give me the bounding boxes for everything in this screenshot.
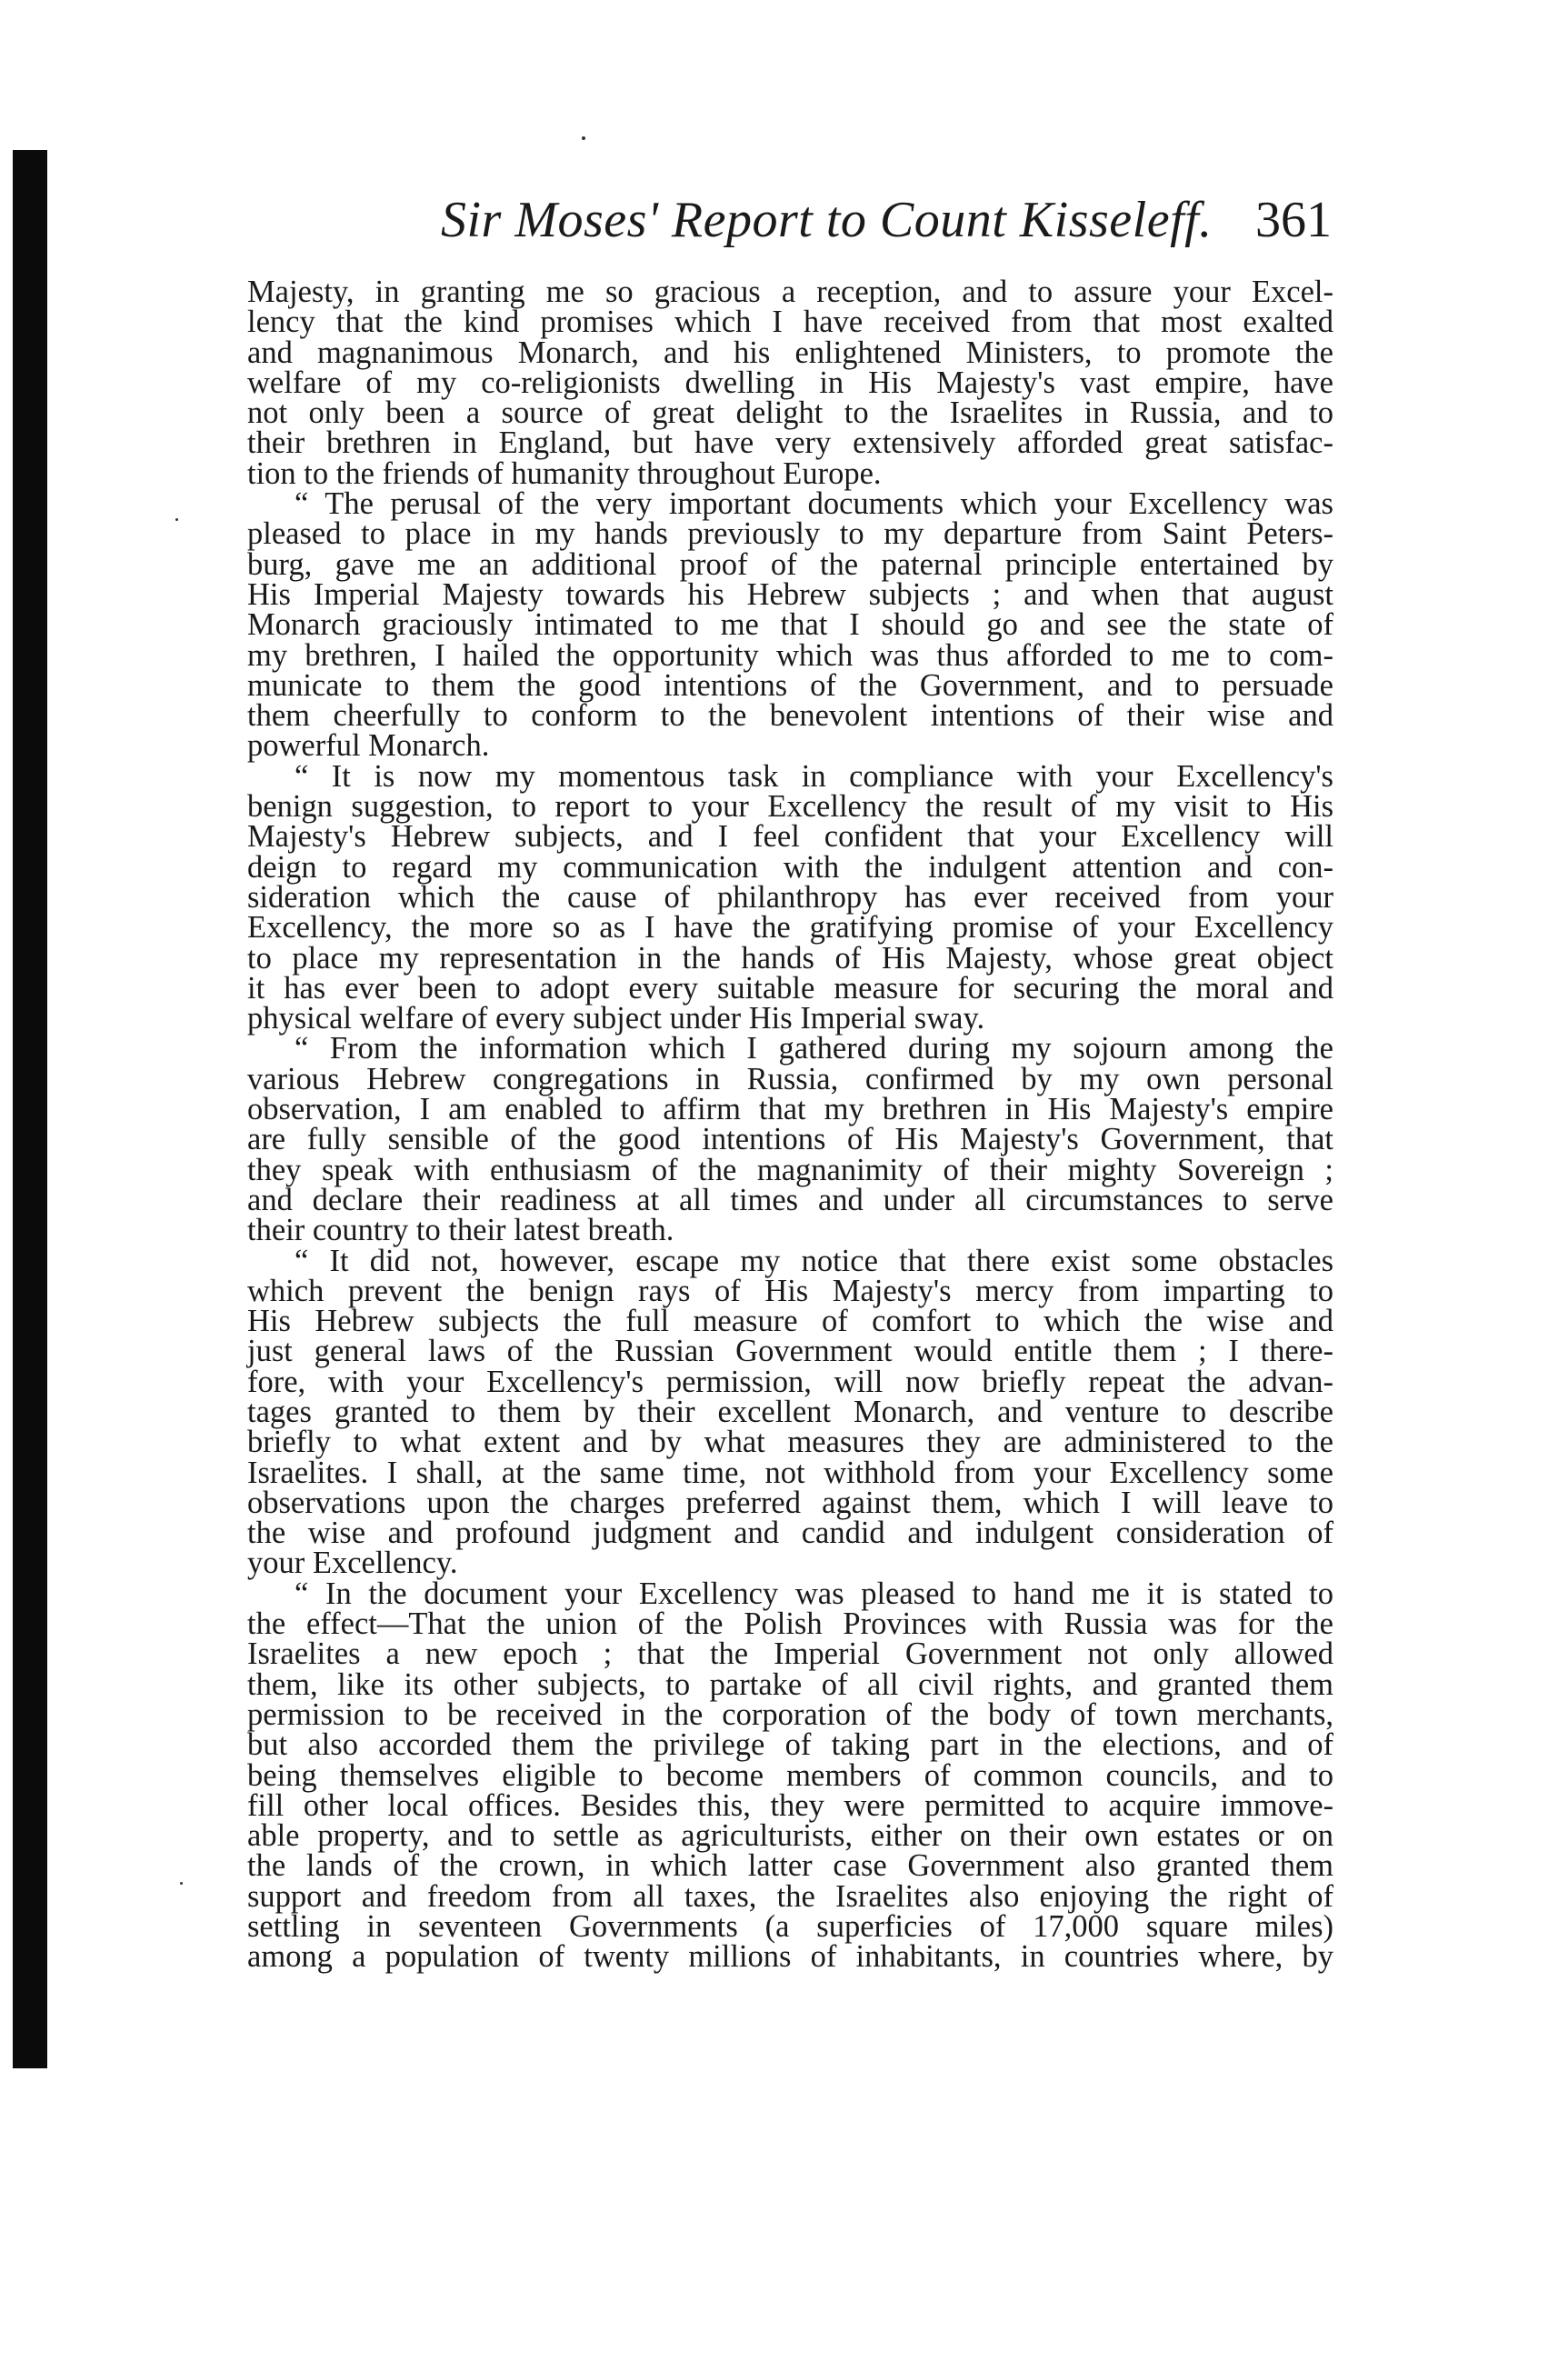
text-line: observation, I am enabled to affirm that my brethren in His Majesty's empire <box>247 1092 1333 1127</box>
text-line: deign to regard my communication with the indulgent attention and con- <box>247 849 1333 885</box>
text-line: the lands of the crown, in which latter case Government also granted them <box>247 1848 1333 1884</box>
paragraph-start: “ From the information which I gathered during my sojourn among the <box>295 1031 1333 1066</box>
page-number: 361 <box>1255 192 1332 248</box>
text-line: fill other local offices. Besides this, they were permitted to acquire immove- <box>247 1787 1333 1823</box>
print-speck <box>180 1882 183 1885</box>
text-line: Israelites. I shall, at the same time, not withhold from your Excellency some <box>247 1455 1333 1490</box>
paragraph-start: “ It did not, however, escape my notice that there exist some obstacles <box>295 1243 1333 1278</box>
text-line: tion to the friends of humanity throughout Europe. <box>247 455 882 491</box>
text-line: to place my representation in the hands of His Majesty, whose great object <box>247 940 1333 976</box>
text-line: various Hebrew congregations in Russia, confirmed by my own personal <box>247 1061 1333 1096</box>
text-line: municate to them the good intentions of the Government, and to persuade <box>247 667 1333 703</box>
paragraph-start: “ The perusal of the very important documents which your Excellency was <box>295 486 1333 522</box>
text-line: Israelites a new epoch ; that the Imperial Government not only allowed <box>247 1636 1333 1672</box>
text-line: the effect—That the union of the Polish Provinces with Russia was for the <box>247 1606 1333 1642</box>
text-line: them, like its other subjects, to partake of all civil rights, and granted them <box>247 1666 1333 1702</box>
text-line: just general laws of the Russian Government would entitle them ; I there- <box>247 1334 1333 1369</box>
paragraph-start: “ It is now my momentous task in compliance with your Excellency's <box>295 758 1333 794</box>
text-line: my brethren, I hailed the opportunity which was thus afforded to me to com- <box>247 637 1333 673</box>
text-line: and declare their readiness at all times and under all circumstances to serve <box>247 1182 1333 1217</box>
text-line: Monarch graciously intimated to me that I should go and see the state of <box>247 607 1333 643</box>
text-line: His Imperial Majesty towards his Hebrew subjects ; and when that august <box>247 576 1333 612</box>
text-line: their country to their latest breath. <box>247 1213 674 1248</box>
text-line: settling in seventeen Governments (a superficies of 17,000 square miles) <box>247 1909 1333 1945</box>
text-line: lency that the kind promises which I have received from that most exalted <box>247 305 1333 340</box>
text-line: support and freedom from all taxes, the Israelites also enjoying the right of <box>247 1878 1333 1914</box>
text-line: permission to be received in the corporation of the body of town merchants, <box>247 1696 1333 1732</box>
text-line: pleased to place in my hands previously to my departure from Saint Peters- <box>247 516 1333 552</box>
page-header <box>441 191 1332 264</box>
text-line: Majesty, in granting me so gracious a reception, and to assure your Excel- <box>247 275 1333 309</box>
text-line: it has ever been to adopt every suitable measure for securing the moral and <box>247 970 1333 1006</box>
text-line: among a population of twenty millions of inhabitants, in countries where, by <box>247 1939 1333 1975</box>
text-line: benign suggestion, to report to your Excellency the result of my visit to His <box>247 789 1333 825</box>
text-line: welfare of my co-religionists dwelling in His Majesty's vast empire, have <box>247 365 1333 400</box>
text-line: which prevent the benign rays of His Majesty's mercy from imparting to <box>247 1273 1333 1308</box>
text-line: His Hebrew subjects the full measure of comfort to which the wise and <box>247 1304 1333 1339</box>
text-line: are fully sensible of the good intentions of His Majesty's Government, that <box>247 1122 1333 1157</box>
text-line: their brethren in England, but have very extensively afforded great satisfac- <box>247 425 1333 461</box>
text-line: observations upon the charges preferred against them, which I will leave to <box>247 1485 1333 1520</box>
paragraph-start: “ In the document your Excellency was pleased to hand me it is stated to <box>295 1576 1333 1611</box>
text-line: tages granted to them by their excellent Monarch, and venture to describe <box>247 1394 1333 1429</box>
binding-shadow <box>13 150 47 2068</box>
text-line: not only been a source of great delight to the Israelites in Russia, and to <box>247 395 1333 431</box>
running-title: Sir Moses' Report to Count Kisseleff. <box>441 192 1213 248</box>
print-speck <box>175 518 178 521</box>
text-line: sideration which the cause of philanthropy has ever received from your <box>247 879 1333 915</box>
text-line: fore, with your Excellency's permission, will now briefly repeat the advan- <box>247 1364 1333 1399</box>
text-line: burg, gave me an additional proof of the paternal principle entertained by <box>247 546 1333 582</box>
text-line: but also accorded them the privilege of taking part in the elections, and of <box>247 1727 1333 1763</box>
text-line: being themselves eligible to become members of common councils, and to <box>247 1757 1333 1793</box>
text-line: they speak with enthusiasm of the magnanimity of their mighty Sovereign ; <box>247 1152 1333 1187</box>
text-line: powerful Monarch. <box>247 728 490 764</box>
body-text <box>247 277 1333 1973</box>
text-line: physical welfare of every subject under His Imperial sway. <box>247 1001 985 1036</box>
text-line: able property, and to settle as agriculturists, either on their own estates or on <box>247 1818 1333 1854</box>
text-line: briefly to what extent and by what measures they are administered to the <box>247 1425 1333 1460</box>
text-line: the wise and profound judgment and candid and indulgent consideration of <box>247 1516 1333 1551</box>
text-line: your Excellency. <box>247 1546 458 1581</box>
text-line: them cheerfully to conform to the benevolent intentions of their wise and <box>247 698 1333 734</box>
print-speck <box>582 136 585 140</box>
text-line: Majesty's Hebrew subjects, and I feel confident that your Excellency will <box>247 819 1333 855</box>
text-line: Excellency, the more so as I have the gratifying promise of your Excellency <box>247 910 1333 946</box>
text-line: and magnanimous Monarch, and his enlightened Ministers, to promote the <box>247 335 1333 370</box>
